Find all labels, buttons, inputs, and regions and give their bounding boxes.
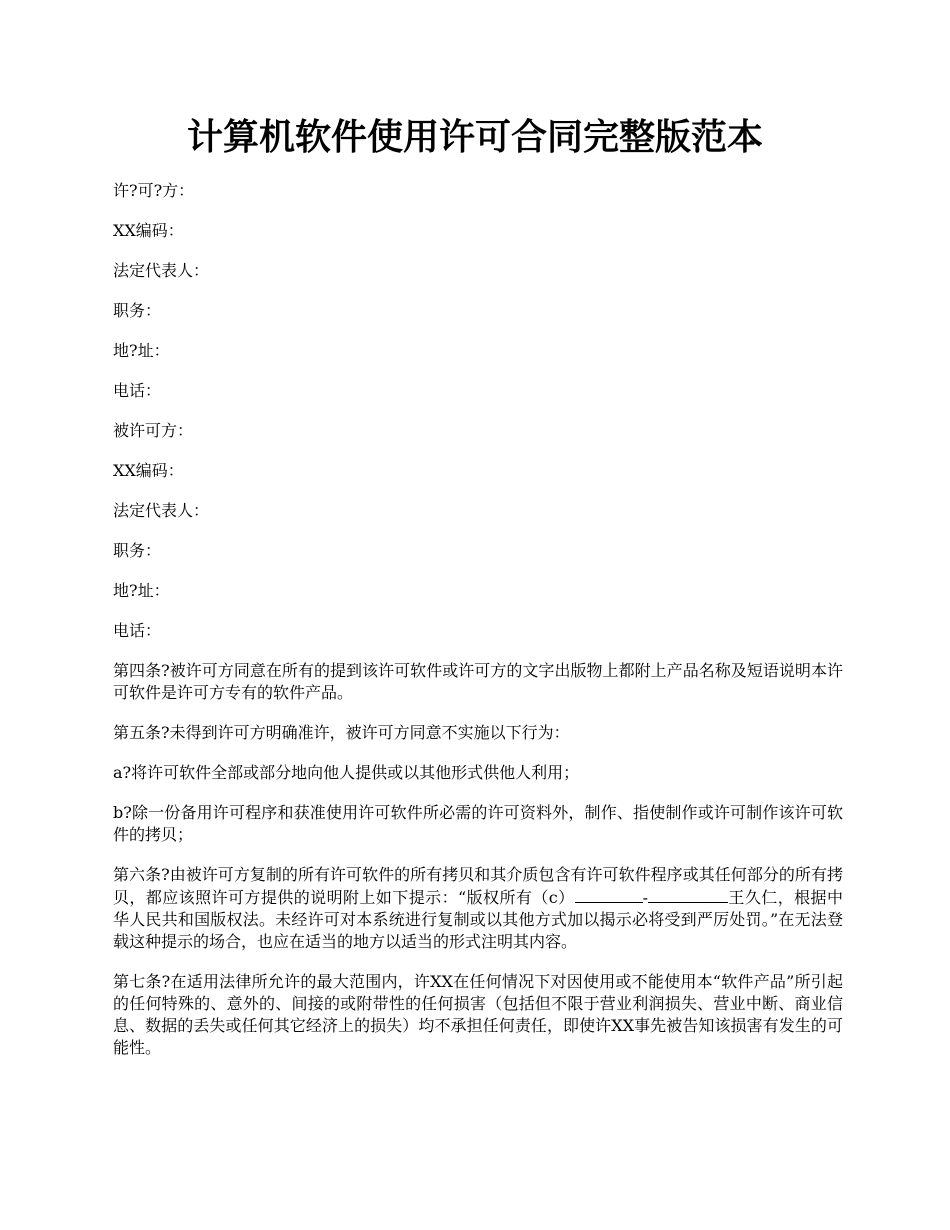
- article-6-text-start: 第六条?由被许可方复制的所有许可软件的所有拷贝和其介质包含有许可软件程序或其任何部分的所有拷贝，都应该照许可方提供的说明附上如下提示：“版权所有（c）: [113, 865, 843, 907]
- article-6-dash: -: [642, 888, 648, 907]
- licensor-code-label: XX编码：: [113, 221, 184, 240]
- blank-line: [575, 886, 643, 903]
- licensor-label: 许?可?方：: [113, 181, 195, 200]
- article-7: 第七条?在适用法律所允许的最大范围内，许XX在任何情况下对因使用或不能使用本“软件产品”所引起的任何特殊的、意外的、间接的或附带性的任何损害（包括但不限于营业利润损失、营业中断、商业信息、数据的丢失或任何其它经济上的损失）均不承担任何责任，即使许XX事先被告知该损害有发生的可能性。: [113, 972, 843, 1057]
- article-6: [113, 864, 843, 953]
- licensee-phone-label: 电话：: [113, 621, 162, 640]
- document-body: [113, 180, 843, 1077]
- article-5-item-b: b?除一份备用许可程序和获准使用许可软件所必需的许可资料外，制作、指使制作或许可制作该许可软件的拷贝；: [113, 803, 843, 844]
- licensee-position-label: 职务：: [113, 541, 162, 560]
- article-5: 第五条?未得到许可方明确准许，被许可方同意不实施以下行为：: [113, 723, 570, 742]
- licensor-representative-label: 法定代表人：: [113, 261, 210, 280]
- article-6-text-end: 王久仁，根据中华人民共和国版权法。未经许可对本系统进行复制或以其他方式加以揭示必将受到严厉处罚。”在无法登载这种提示的场合，也应在适当的地方以适当的形式注明其内容。: [113, 888, 843, 951]
- licensor-phone-label: 电话：: [113, 381, 162, 400]
- article-5-item-a: a?将许可软件全部或部分地向他人提供或以其他形式供他人利用；: [113, 763, 580, 782]
- article-4: 第四条?被许可方同意在所有的提到该许可软件或许可方的文字出版物上都附上产品名称及短语说明本许可软件是许可方专有的软件产品。: [113, 661, 843, 702]
- licensee-representative-label: 法定代表人：: [113, 501, 210, 520]
- licensee-address-label: 地?址：: [113, 581, 170, 600]
- document-title: 计算机软件使用许可合同完整版范本: [186, 116, 763, 158]
- licensor-position-label: 职务：: [113, 301, 162, 320]
- licensee-label: 被许可方：: [113, 421, 194, 440]
- blank-line: [648, 886, 728, 903]
- licensor-address-label: 地?址：: [113, 341, 170, 360]
- licensee-code-label: XX编码：: [113, 461, 184, 480]
